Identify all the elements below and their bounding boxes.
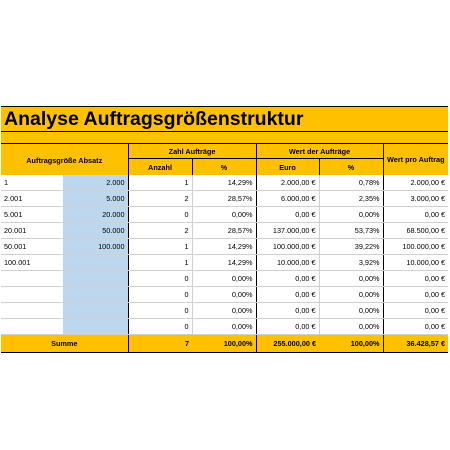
cell-euro-pct[interactable]: 0,00% [319,319,383,335]
cell-euro-pct[interactable]: 53,73% [319,223,383,239]
table-row [1,303,448,319]
cell-to[interactable] [63,287,128,303]
summe-wert-pro-auftrag: 36.428,57 € [383,335,448,353]
cell-euro-pct[interactable]: 0,00% [319,207,383,223]
cell-anzahl[interactable]: 2 [128,191,192,207]
cell-from[interactable] [1,287,63,303]
cell-euro-pct[interactable]: 2,35% [319,191,383,207]
cell-euro[interactable]: 10.000,00 € [256,255,319,271]
header-euro: Euro [256,159,319,176]
table-row [1,255,448,271]
cell-euro[interactable]: 0,00 € [256,271,319,287]
table-row [1,191,448,207]
cell-wert-pro-auftrag[interactable]: 10.000,00 € [383,255,448,271]
cell-to[interactable] [63,303,128,319]
header-anzahl: Anzahl [128,159,192,176]
cell-euro[interactable]: 0,00 € [256,287,319,303]
title-spacer [1,131,448,143]
table-row [1,175,448,191]
cell-euro[interactable]: 137.000,00 € [256,223,319,239]
cell-pct[interactable]: 0,00% [192,271,256,287]
cell-wert-pro-auftrag[interactable]: 0,00 € [383,271,448,287]
cell-pct[interactable]: 0,00% [192,207,256,223]
header-zahl-auftraege: Zahl Aufträge [128,144,256,159]
summe-euro: 255.000,00 € [256,335,319,353]
table-row [1,207,448,223]
cell-euro[interactable]: 0,00 € [256,303,319,319]
summe-anzahl: 7 [128,335,192,353]
header-pct: % [192,159,256,176]
cell-anzahl[interactable]: 0 [128,287,192,303]
cell-anzahl[interactable]: 0 [128,207,192,223]
cell-wert-pro-auftrag[interactable]: 0,00 € [383,303,448,319]
cell-wert-pro-auftrag[interactable]: 68.500,00 € [383,223,448,239]
cell-from[interactable]: 2.001 [1,191,63,207]
header-euro-pct: % [319,159,383,176]
cell-euro[interactable]: 0,00 € [256,319,319,335]
cell-pct[interactable]: 0,00% [192,303,256,319]
cell-euro-pct[interactable]: 0,00% [319,287,383,303]
cell-from[interactable] [1,271,63,287]
cell-to[interactable] [63,319,128,335]
cell-pct[interactable]: 28,57% [192,223,256,239]
cell-to[interactable]: 20.000 [63,207,128,223]
cell-pct[interactable]: 14,29% [192,175,256,191]
cell-euro-pct[interactable]: 0,00% [319,303,383,319]
table-row [1,223,448,239]
cell-euro-pct[interactable]: 39,22% [319,239,383,255]
cell-pct[interactable]: 28,57% [192,191,256,207]
cell-from[interactable]: 1 [1,175,63,191]
sheet-title [1,106,448,131]
cell-euro-pct[interactable]: 0,78% [319,175,383,191]
cell-from[interactable]: 100.001 [1,255,63,271]
cell-from[interactable]: 50.001 [1,239,63,255]
summe-euro-pct: 100,00% [319,335,383,353]
cell-anzahl[interactable]: 1 [128,239,192,255]
header-auftragsgroesse-label: Auftragsgröße Absatz [26,156,103,165]
header-wert-auftraege: Wert der Aufträge [256,144,383,159]
cell-from[interactable] [1,319,63,335]
cell-pct[interactable]: 0,00% [192,319,256,335]
cell-to[interactable]: 50.000 [63,223,128,239]
cell-wert-pro-auftrag[interactable]: 0,00 € [383,319,448,335]
cell-anzahl[interactable]: 0 [128,303,192,319]
cell-to[interactable] [63,255,128,271]
cell-pct[interactable]: 14,29% [192,255,256,271]
cell-to[interactable]: 2.000 [63,175,128,191]
cell-wert-pro-auftrag[interactable]: 0,00 € [383,207,448,223]
table-row [1,239,448,255]
cell-to[interactable]: 100.000 [63,239,128,255]
cell-pct[interactable]: 14,29% [192,239,256,255]
cell-to[interactable] [63,271,128,287]
header-row-1 [1,144,448,159]
summary-row [1,335,448,353]
cell-wert-pro-auftrag[interactable]: 100.000,00 € [383,239,448,255]
summe-pct: 100,00% [192,335,256,353]
cell-to[interactable]: 5.000 [63,191,128,207]
cell-from[interactable] [1,303,63,319]
cell-from[interactable]: 5.001 [1,207,63,223]
cell-anzahl[interactable]: 1 [128,255,192,271]
summe-label: Summe [1,335,128,353]
cell-euro-pct[interactable]: 3,92% [319,255,383,271]
header-auftragsgroesse [1,144,128,176]
cell-euro[interactable]: 100.000,00 € [256,239,319,255]
cell-euro-pct[interactable]: 0,00% [319,271,383,287]
cell-anzahl[interactable]: 0 [128,319,192,335]
cell-euro[interactable]: 6.000,00 € [256,191,319,207]
cell-anzahl[interactable]: 1 [128,175,192,191]
cell-from[interactable]: 20.001 [1,223,63,239]
table-row [1,319,448,335]
cell-wert-pro-auftrag[interactable]: 2.000,00 € [383,175,448,191]
cell-wert-pro-auftrag[interactable]: 3.000,00 € [383,191,448,207]
cell-euro[interactable]: 2.000,00 € [256,175,319,191]
sheet-title-text: Analyse Auftragsgrößenstruktur [4,108,304,130]
table-row [1,287,448,303]
cell-anzahl[interactable]: 2 [128,223,192,239]
cell-pct[interactable]: 0,00% [192,287,256,303]
spreadsheet [1,106,448,353]
table-row [1,271,448,287]
header-wert-pro-auftrag: Wert pro Auftrag [383,144,448,176]
cell-wert-pro-auftrag[interactable]: 0,00 € [383,287,448,303]
analysis-table [1,143,448,353]
cell-euro[interactable]: 0,00 € [256,207,319,223]
cell-anzahl[interactable]: 0 [128,271,192,287]
